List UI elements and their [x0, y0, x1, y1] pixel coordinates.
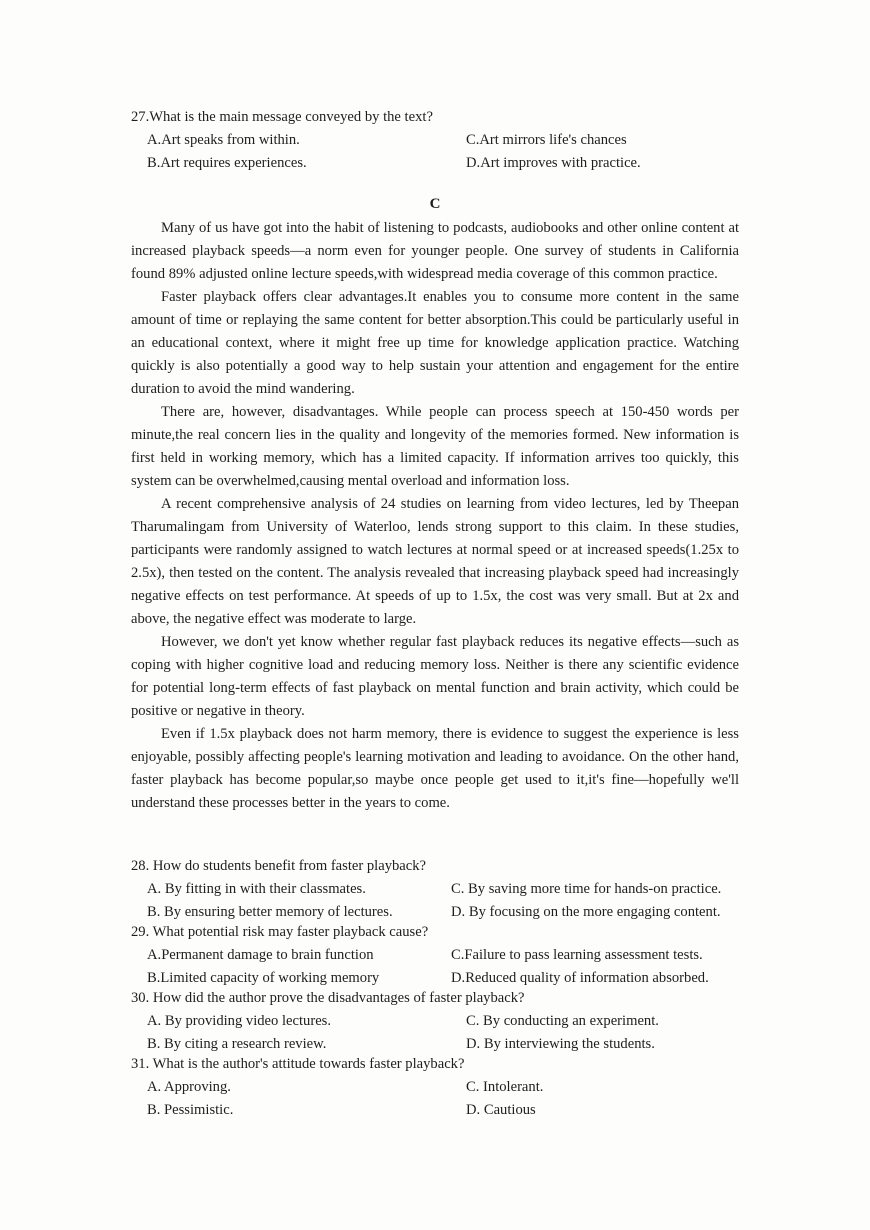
option-a: A. By providing video lectures.: [147, 1013, 332, 1029]
passage-paragraph-5: However, we don't yet know whether regular fast playback reduces its negative effects—such as coping with higher cognitive load and reducing memory loss. Neither is there any scientific evidence for potential long-term effects of fast playback on mental function and brain activity, which could be positive or negative in theory.: [131, 634, 739, 719]
passage-paragraph-6: Even if 1.5x playback does not harm memory, there is evidence to suggest the experience is less enjoyable, possibly affecting people's learning motivation and leading to avoidance. On the other hand, faster playback has become popular,so maybe once people get used to it,it's fine—hopefully we'll understand these processes better in the years to come.: [131, 726, 739, 811]
option-c: C.Failure to pass learning assessment tests.: [451, 947, 703, 963]
option-c: C. By conducting an experiment.: [466, 1013, 659, 1029]
section-title: C: [429, 196, 441, 212]
option-d: D. By focusing on the more engaging content.: [451, 904, 721, 920]
passage-paragraph-4: A recent comprehensive analysis of 24 studies on learning from video lectures, led by Theepan Tharumalingam from University of Waterloo, lends strong support to this claim. In these studies, participants were randomly assigned to watch lectures at normal speed or at increased speeds(1.25x to 2.5x), then tested on the content. The analysis revealed that increasing playback speed had increasingly negative effects on test performance. At speeds of up to 1.5x, the cost was very small. But at 2x and above, the negative effect was moderate to large.: [131, 496, 739, 627]
option-b: B.Art requires experiences.: [147, 155, 307, 171]
question-29: [131, 921, 741, 990]
option-a: A. By fitting in with their classmates.: [147, 881, 366, 897]
option-b: B. By ensuring better memory of lectures.: [147, 904, 393, 920]
option-d: D.Art improves with practice.: [466, 155, 641, 171]
option-a: A.Permanent damage to brain function: [147, 947, 374, 963]
question-27: [131, 106, 741, 175]
question-31: [131, 1053, 741, 1122]
passage-paragraph-3: There are, however, disadvantages. While people can process speech at 150-450 words per minute,the real concern lies in the quality and longevity of the memories formed. New information is first held in working memory, which has a limited capacity. If information arrives too quickly, this system can be overwhelmed,causing mental overload and information loss.: [131, 404, 739, 489]
option-c: C.Art mirrors life's chances: [466, 132, 627, 148]
option-b: B.Limited capacity of working memory: [147, 970, 380, 986]
question-stem: 28. How do students benefit from faster playback?: [131, 858, 427, 874]
option-d: D. By interviewing the students.: [466, 1036, 655, 1052]
question-stem: 30. How did the author prove the disadvantages of faster playback?: [131, 990, 525, 1006]
option-b: B. Pessimistic.: [147, 1102, 234, 1118]
option-d: D.Reduced quality of information absorbed.: [451, 970, 709, 986]
question-stem: 29. What potential risk may faster playback cause?: [131, 924, 429, 940]
reading-passage: [131, 217, 739, 815]
passage-paragraph-1: Many of us have got into the habit of listening to podcasts, audiobooks and other online content at increased playback speeds—a norm even for younger people. One survey of students in California found 89% adjusted online lecture speeds,with widespread media coverage of this common practice.: [131, 220, 739, 282]
option-a: A.Art speaks from within.: [147, 132, 300, 148]
option-c: C. Intolerant.: [466, 1079, 544, 1095]
question-28: [131, 855, 741, 924]
option-b: B. By citing a research review.: [147, 1036, 327, 1052]
question-stem: 31. What is the author's attitude towards faster playback?: [131, 1056, 465, 1072]
question-30: [131, 987, 741, 1056]
option-d: D. Cautious: [466, 1102, 536, 1118]
option-c: C. By saving more time for hands-on practice.: [451, 881, 722, 897]
question-stem: 27.What is the main message conveyed by the text?: [131, 109, 433, 125]
option-a: A. Approving.: [147, 1079, 231, 1095]
passage-paragraph-2: Faster playback offers clear advantages.It enables you to consume more content in the same amount of time or replaying the same content for better absorption.This could be particularly useful in an educational context, where it might free up time for knowledge application practice. Watching quickly is also potentially a good way to help sustain your attention and engagement for the entire duration to avoid the mind wandering.: [131, 289, 739, 397]
